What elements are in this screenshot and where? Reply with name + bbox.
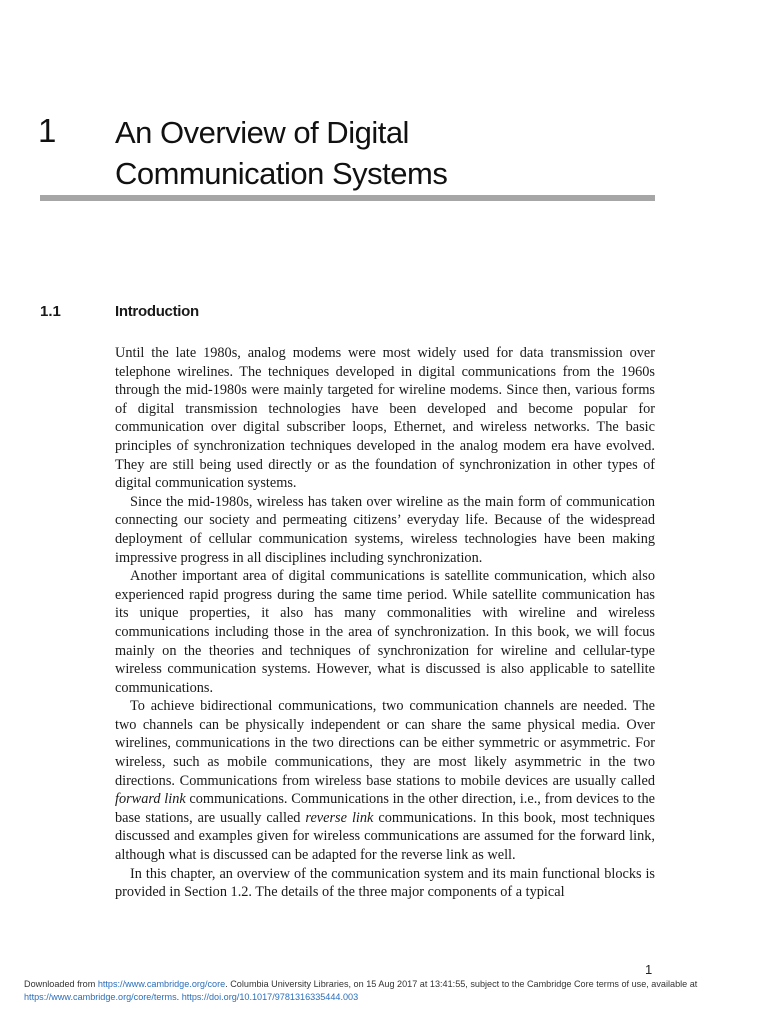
terms-link[interactable]: https://www.cambridge.org/core/terms — [24, 992, 177, 1002]
download-footer — [24, 978, 754, 1004]
paragraph-2: Since the mid-1980s, wireless has taken over wireline as the main form of communication connecting our society and permeating citizens’ everyday life. Because of the widespread deployment of cellular communication systems, wireless technologies have been making impressive progress in all disciplines including synchronization. — [115, 493, 655, 566]
chapter-number: 1 — [38, 112, 57, 149]
reverse-link-term: reverse link — [305, 809, 374, 826]
chapter-title-line-2: Communication Systems — [115, 156, 448, 191]
footer-text-1: Downloaded from — [24, 979, 98, 989]
page-number: 1 — [645, 962, 653, 977]
footer-text-2: . Columbia University Libraries, on 15 Aug 2017 at 13:41:55, subject to the Cambridge Core terms of use, available at — [225, 979, 698, 989]
doi-link[interactable]: https://doi.org/10.1017/9781316335444.003 — [181, 992, 359, 1002]
paragraph-4-text-b: communications. Communications in the other direction, i.e., from devices to the base stations, are usually called — [115, 791, 655, 826]
chapter-title — [115, 112, 675, 194]
paragraph-4-text-a: To achieve bidirectional communications, two communication channels are needed. The two channels can be physically independent or can share the same physical media. Over wirelines, communications in the two directions can be either symmetric or asymmetric. For wireless, such as mobile communications, they are most likely asymmetric in the two directions. Communications from wireless base stations to mobile devices are usually called — [115, 698, 655, 789]
section-title: Introduction — [115, 303, 199, 320]
paragraph-4-text-c: communications. In this book, most techniques discussed and examples given for wireless communications are assumed for the forward link, although what is discussed can be adapted for the reverse link as well. — [115, 809, 655, 864]
paragraph-1: Until the late 1980s, analog modems were most widely used for data transmission over telephone wirelines. The techniques developed in digital communications from the 1960s through the mid-1980s were mainly targeted for wireline modems. Since then, various forms of digital transmission technologies have been developed and become popular for communication over digital subscriber loops, Ethernet, and wireless networks. The basic principles of synchronization techniques developed in the analog modem era have evolved. They are still being used directly or as the foundation of synchronization in other types of digital communication systems. — [115, 345, 655, 492]
forward-link-term: forward link — [115, 791, 186, 808]
paragraph-5: In this chapter, an overview of the communication system and its main functional blocks is provided in Section 1.2. The details of the three major components of a typical — [115, 865, 655, 901]
paragraph-3: Another important area of digital communications is satellite communication, which also experienced rapid progress during the same time period. While satellite communication has its unique properties, it also has many commonalities with wireline and wireless communications including those in the area of synchronization. In this book, we will focus mainly on the theories and techniques of synchronization for wireline and cellular-type wireless communication systems. However, what is discussed is also applicable to satellite communications. — [115, 568, 655, 696]
chapter-title-line-1: An Overview of Digital — [115, 115, 409, 150]
section-number: 1.1 — [40, 303, 61, 320]
body-text — [115, 344, 655, 902]
cambridge-core-link[interactable]: https://www.cambridge.org/core — [97, 979, 226, 989]
footer-text-3: . — [176, 992, 182, 1002]
chapter-rule — [40, 195, 655, 201]
paragraph-4 — [115, 697, 655, 864]
